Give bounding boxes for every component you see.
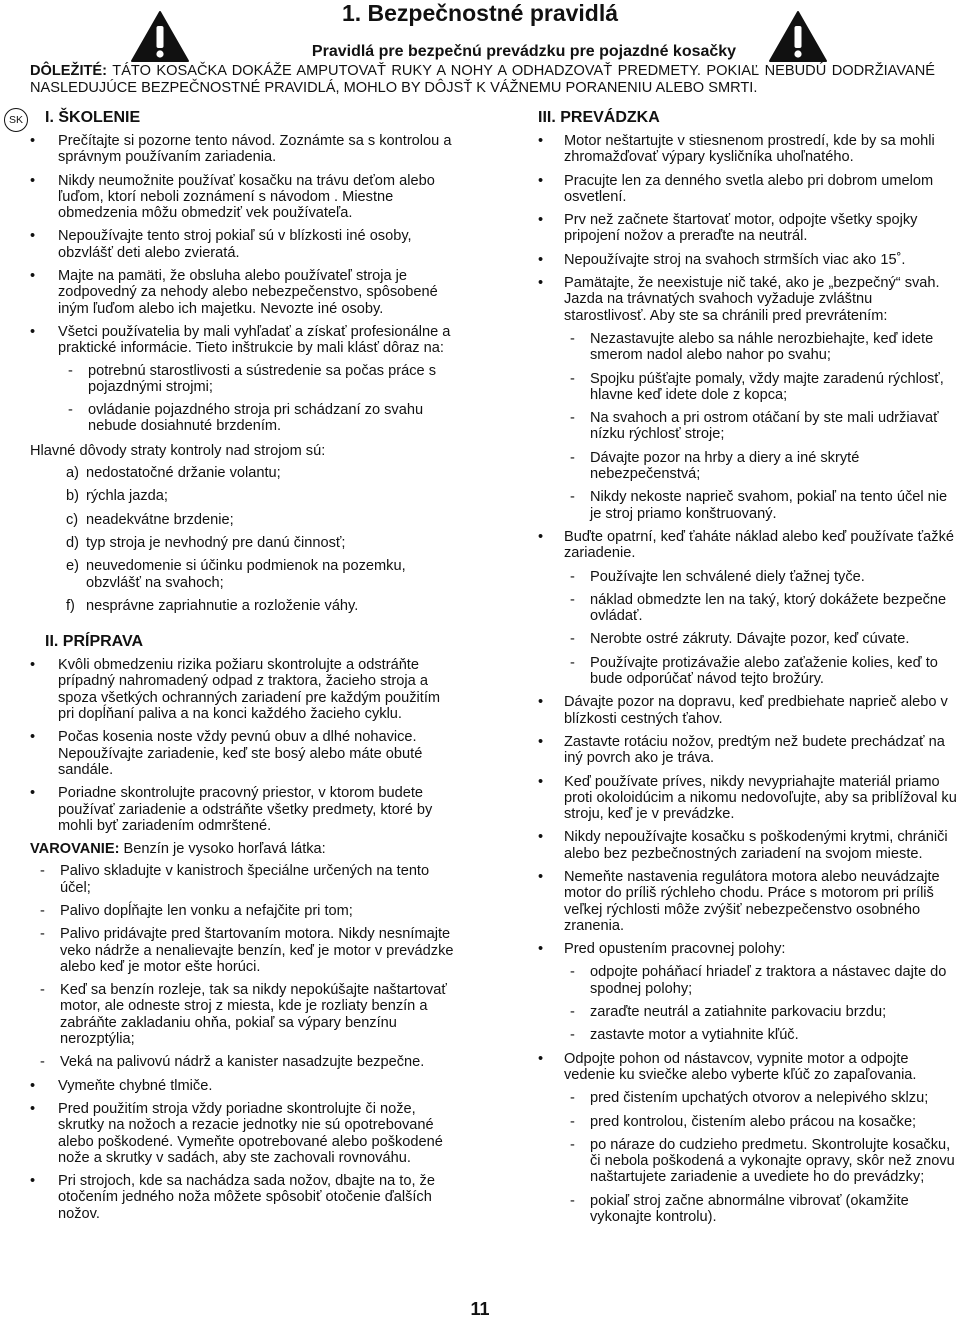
fuel-warning-label: VAROVANIE:	[30, 841, 120, 858]
list-subitem: - Palivo dopĺňajte len vonku a nefajčite pri tom;	[30, 903, 455, 919]
list-subitem: - Používajte protizávažie alebo zaťaženie kolies, keď to bude odporúčať návod tejto brožúry.	[538, 655, 958, 688]
list-item: • Pracujte len za denného svetla alebo pri dobrom umelom osvetlení.	[538, 173, 958, 206]
cause-item	[30, 535, 455, 551]
towing-list	[538, 569, 958, 688]
left-column	[30, 108, 455, 1229]
cause-item	[30, 558, 455, 591]
preparation-list-2	[30, 1078, 455, 1222]
list-item: • Pri strojoch, kde sa nachádza sada nožov, dbajte na to, že otočením jedného noža môžete spôsobiť otočenie ďalších nožov.	[30, 1173, 455, 1222]
cause-key: a)	[66, 465, 79, 482]
list-subitem: - po náraze do cudzieho predmetu. Skontrolujte kosačku, či nebola poškodená a vykonajte opravy, skôr než znovu naštartujete zariadenie a uvediete ho do prevádzky;	[538, 1137, 958, 1186]
list-subitem: - náklad obmedzte len na taký, ktorý dokážete bezpečne ovládať.	[538, 592, 958, 625]
list-item: • Pred opustením pracovnej polohy:	[538, 941, 958, 957]
cause-text: nesprávne zapriahnutie a rozloženie váhy.	[86, 597, 359, 614]
training-sublist	[58, 363, 455, 435]
cause-key: b)	[66, 488, 79, 505]
list-subitem: - Dávajte pozor na hrby a diery a iné skryté nebezpečenstvá;	[538, 450, 958, 483]
list-item	[30, 324, 455, 435]
list-subitem: - Používajte len schválené diely ťažnej tyče.	[538, 569, 958, 585]
list-subitem: - Nikdy nekoste naprieč svahom, pokiaľ na tento účel nie je stroj priamo konštruovaný.	[538, 489, 958, 522]
cause-item	[30, 512, 455, 528]
list-subitem: - Palivo skladujte v kanistroch špeciálne určených na tento účel;	[30, 863, 455, 896]
list-subitem: - Nezastavujte alebo sa náhle nerozbiehajte, keď idete smerom nadol alebo nahor po svahu;	[538, 331, 958, 364]
list-subitem: - pokiaľ stroj začne abnormálne vibrovať (okamžite vykonajte kontrolu).	[538, 1193, 958, 1226]
causes-intro: Hlavné dôvody straty kontroly nad strojom sú:	[30, 442, 326, 459]
cause-item	[30, 465, 455, 481]
right-column	[538, 108, 958, 1232]
disconnect-list	[538, 1090, 958, 1225]
list-subitem: - Keď sa benzín rozleje, tak sa nikdy nepokúšajte naštartovať motor, ale odneste stroj z miesta, kde je rozliaty benzín a zabráňte zakladaniu ohňa, pokiaľ sa výpary benzínu nerozptýlia;	[30, 982, 455, 1047]
danger-warning-text: TÁTO KOSAČKA DOKÁŽE AMPUTOVAŤ RUKY A NOHY A ODHADZOVAŤ PREDMETY. POKIAĽ NEBUDÚ DODRŽIAVANÉ NASLEDUJÚCE BEZPEČNOSTNÉ PRAVIDLÁ, MOHLO BY DÔJSŤ K VÁŽNEMU PORANENIU ALEBO SMRTI.	[30, 63, 935, 96]
disconnect-block	[538, 1051, 958, 1084]
page-number: 11	[470, 1299, 490, 1319]
list-item: • Poriadne skontrolujte pracovný priestor, v ktorom budete používať zariadenie a odstráňte všetky predmety, ktoré by mohli byť zariadením odmrštené.	[30, 785, 455, 834]
list-item: • Motor neštartujte v stiesnenom prostredí, kde by sa mohli zhromažďovať výpary kysličníka uhoľnatého.	[538, 133, 958, 166]
page-title: 1. Bezpečnostné pravidlá	[341, 0, 619, 26]
cause-text: rýchla jazda;	[86, 488, 168, 505]
operation-list-2	[538, 694, 958, 957]
list-subitem: - pred čistením upchatých otvorov a nelepivého sklzu;	[538, 1090, 958, 1106]
preparation-list	[30, 657, 455, 834]
operation-list	[538, 133, 958, 324]
list-subitem: - ovládanie pojazdného stroja pri schádzaní zo svahu nebude dosiahnuté brzdením.	[58, 402, 455, 435]
list-item: • Nepoužívajte tento stroj pokiaľ sú v blízkosti iné osoby, obzvlášť deti alebo zvieratá.	[30, 228, 455, 261]
language-badge: SK	[4, 108, 28, 132]
danger-warning-lead: DÔLEŽITÉ:	[30, 63, 108, 79]
cause-key: f)	[66, 597, 75, 614]
list-subitem: - Na svahoch a pri ostrom otáčaní by ste mali udržiavať nízku rýchlosť stroje;	[538, 410, 958, 443]
list-item: • Nikdy neumožnite používať kosačku na trávu deťom alebo ľuďom, ktorí neboli zoznámení s návodom . Miestne obmedzenia môžu obmedziť vek používateľa.	[30, 173, 455, 222]
fuel-warning-text: Benzín je vysoko horľavá látka:	[119, 841, 326, 858]
list-item: • Prv než začnete štartovať motor, odpojte všetky spojky pripojení nožov a preraďte na neutrál.	[538, 212, 958, 245]
list-subitem: - Spojku púšťajte pomaly, vždy majte zaradenú rýchlosť, hlavne keď idete dole z kopca;	[538, 371, 958, 404]
cause-text: neuvedomenie si účinku podmienok na pozemku, obzvlášť na svahoch;	[86, 558, 406, 591]
cause-item	[30, 598, 455, 614]
list-item: • Nepoužívajte stroj na svahoch strmších viac ako 15˚.	[538, 252, 958, 268]
cause-key: d)	[66, 534, 79, 551]
list-item: • Keď používate príves, nikdy nevypriahajte materiál priamo proti okoloidúcim a nikomu nedovoľujte, aby sa priblížoval ku stroju, keď je v prevádzke.	[538, 774, 958, 823]
cause-key: e)	[66, 558, 79, 575]
causes-list	[30, 465, 455, 614]
list-item: • Pred použitím stroja vždy poriadne skontrolujte či nože, skrutky na nožoch a rezacie jednotky nie sú opotrebované alebo poškodené. Vymeňte opotrebované alebo poškodené nože a skrutky v sadách, aby ste zachovali rovnováhu.	[30, 1101, 455, 1166]
list-subitem: - Palivo pridávajte pred štartovaním motora. Nikdy nesnímajte veko nádrže a nenalievajte benzín, keď je motor v prevádzke alebo keď je motor ešte horúci.	[30, 926, 455, 975]
cause-key: c)	[66, 511, 79, 528]
list-item: • Kvôli obmedzeniu rizika požiaru skontrolujte a odstráňte prípadný nahromadený odpad z traktora, žacieho stroja a spoza všetkých ochranných zariadení pre každým použitím pri dopĺňaní paliva a na konci každého žacieho cyklu.	[30, 657, 455, 722]
section-heading-training: I. ŠKOLENIE	[45, 109, 141, 126]
list-item: • Zastavte rotáciu nožov, predtým než budete prechádzať na iný povrch ako je tráva.	[538, 734, 958, 767]
list-item: • Odpojte pohon od nástavcov, vypnite motor a odpojte vedenie ku sviečke alebo vyberte kľúč zo zapaľovania.	[538, 1051, 958, 1084]
page-subtitle: Pravidlá pre bezpečnú prevádzku pre pojazdné kosačky	[311, 43, 737, 60]
list-item: • Nemeňte nastavenia regulátora motora alebo neuvádzajte motor do príliš rýchleho chodu. Práce s motorom pri príliš veľkej rýchlosti môže zvýšiť nebezpečenstvo osobného zranenia.	[538, 869, 958, 934]
training-list	[30, 133, 455, 435]
section-heading-preparation: II. PRÍPRAVA	[45, 633, 144, 651]
danger-warning	[30, 63, 935, 96]
list-subitem: - zastavte motor a vytiahnite kľúč.	[538, 1027, 958, 1043]
list-item: • Majte na pamäti, že obsluha alebo používateľ stroja je zodpovedný za nehody alebo nebezpečenstvo, spôsobené iným ľuďom alebo ich majetku. Nevozte iné osoby.	[30, 268, 455, 317]
list-item: • Vymeňte chybné tlmiče.	[30, 1078, 455, 1094]
list-subitem: - odpojte poháňací hriadeľ z traktora a nástavec dajte do spodnej polohy;	[538, 964, 958, 997]
list-item: • Pamätajte, že neexistuje nič také, ako je „bezpečný“ svah. Jazda na trávnatých svahoch vyžaduje zvláštnu starostlivosť. Aby ste sa chránili pred prevrátením:	[538, 275, 958, 324]
list-item: • Prečítajte si pozorne tento návod. Zoznámte sa s kontrolou a správnym používaním zariadenia.	[30, 133, 455, 166]
list-item: • Dávajte pozor na dopravu, keď predbiehate naprieč alebo v blízkosti cestných ťahov.	[538, 694, 958, 727]
leaving-list	[538, 964, 958, 1043]
list-item: • Buďte opatrní, keď ťaháte náklad alebo keď používate ťažké zariadenie.	[538, 529, 958, 562]
cause-text: typ stroja je nevhodný pre danú činnosť;	[86, 534, 346, 551]
list-subitem: - pred kontrolou, čistením alebo prácou na kosačke;	[538, 1114, 958, 1130]
fuel-warning	[30, 841, 455, 857]
list-item-text: Všetci používatelia by mali vyhľadať a získať profesionálne a praktické informácie. Tieto inštrukcie by mali klásť dôraz na:	[58, 323, 451, 357]
slope-list	[538, 331, 958, 522]
cause-text: neadekvátne brzdenie;	[86, 511, 234, 528]
towing-block	[538, 529, 958, 562]
list-item: • Počas kosenia noste vždy pevnú obuv a dlhé nohavice. Nepoužívajte zariadenie, keď ste bosý alebo máte obuté sandále.	[30, 729, 455, 778]
section-heading-operation: III. PREVÁDZKA	[538, 109, 660, 126]
list-subitem: - zaraďte neutrál a zatiahnite parkovaciu brzdu;	[538, 1004, 958, 1020]
fuel-list	[30, 863, 455, 1070]
list-item: • Nikdy nepoužívajte kosačku s poškodenými krytmi, chrániči alebo bez pezbečnostných zariadení na svojom mieste.	[538, 829, 958, 862]
list-subitem: - potrebnú starostlivosti a sústredenie sa počas práce s pojazdnými strojmi;	[58, 363, 455, 396]
cause-text: nedostatočné držanie volantu;	[86, 465, 281, 482]
list-subitem: - Veká na palivovú nádrž a kanister nasadzujte bezpečne.	[30, 1054, 455, 1070]
list-subitem: - Nerobte ostré zákruty. Dávajte pozor, keď cúvate.	[538, 631, 958, 647]
cause-item	[30, 488, 455, 504]
